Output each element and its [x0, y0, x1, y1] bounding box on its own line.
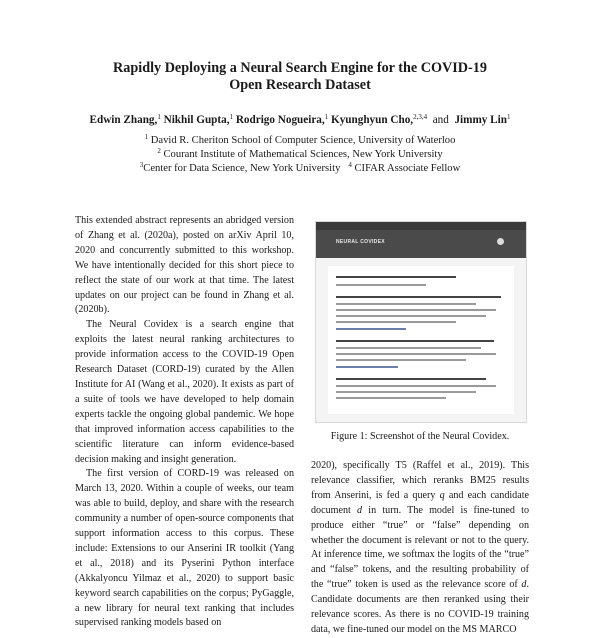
- figure-results-area: [328, 266, 514, 414]
- paragraph-3: The first version of CORD-19 was released on March 13, 2020. Within a couple of weeks, our team was able to build, deploy, and share with the research community a number of open-source components that support information access to this corpus. These include: Extensions to our Anserini IR toolkit (Yang et al., 2018) and its Pyserini Python interface (Akkalyoncu Yilmaz et al., 2020) to support basic keyword search capabilities on the corpus; PyGaggle, a new library for neural text ranking that includes supervised ranking models based on: [75, 468, 294, 629]
- figure-text-line: [336, 284, 426, 286]
- figure-text-line: [336, 321, 456, 323]
- author-sup: 2,3,4: [413, 113, 428, 121]
- left-column: [75, 214, 294, 631]
- author-sup: 1: [324, 113, 329, 121]
- figure-brand-text: NEURAL COVIDEX: [336, 239, 385, 245]
- figure-text-line: [336, 385, 496, 387]
- paragraph-2: The Neural Covidex is a search engine that exploits the latest neural ranking architectures to provide information access to the COVID-19 Open Research Dataset (CORD-19) curated by the Allen Institute for AI (Wang et al., 2020). It exists as part of a suite of tools we have developed to help domain experts tackle the ongoing global pandemic. We hope that improved information access capabilities to the scientific literature can inform evidence-based decision making and insight generation.: [75, 319, 294, 465]
- author-sup: 1: [506, 113, 511, 121]
- github-icon: [497, 238, 504, 245]
- author-name: Rodrigo Nogueira,: [235, 114, 325, 126]
- figure-text-line: [336, 303, 476, 305]
- paper-title: [60, 60, 540, 94]
- figure-text-line: [336, 309, 496, 311]
- figure-text-line: [336, 397, 446, 399]
- affiliation-2: $^2$ Courant Institute of Mathematical Sciences, New York University: [157, 147, 443, 160]
- figure-text-line: [336, 347, 481, 349]
- figure-browser-bar: [316, 222, 526, 230]
- figure-text-line: [336, 391, 476, 393]
- figure-text-line: [336, 315, 486, 317]
- figure-caption: Figure 1: Screenshot of the Neural Covidex.: [330, 431, 510, 442]
- figure-text-line: [336, 328, 406, 330]
- figure-text-line: [336, 296, 501, 298]
- figure-text-line: [336, 359, 466, 361]
- figure-text-line: [336, 340, 494, 342]
- figure-text-line: [336, 276, 456, 278]
- figure-text-line: [336, 353, 496, 355]
- figure-screenshot: [315, 221, 527, 423]
- right-column: [311, 459, 529, 638]
- affiliation-3: $^3$Center for Data Science, New York University $^4$ CIFAR Associate Fellow: [139, 161, 461, 174]
- author-sup: 1: [229, 113, 234, 121]
- author-name: Edwin Zhang,: [89, 114, 158, 126]
- paragraph-right-1: 2020), specifically T5 (Raffel et al., 2019). This relevance classifier, which reranks BM25 results from Anserini, is fed a query q and each candidate document d in turn. The model is fine-tuned to produce either “true” or “false” depending on whether the document is relevant or not to the query. At inference time, we softmax the logits of the “true” and “false” tokens, and the resulting probability of the “true” token is used as the relevance score of d. Candidate documents are then reranked using their relevance scores. As there is no COVID-19 training data, we fine-tuned our model on the MS MARCO: [311, 460, 530, 635]
- title-line-1: Rapidly Deploying a Neural Search Engine for the COVID-19: [113, 60, 487, 76]
- author-name: Nikhil Gupta,: [163, 114, 230, 126]
- figure-text-line: [336, 378, 486, 380]
- author-name: Kyunghyun Cho,: [331, 114, 414, 126]
- affiliation-1: $^1$ David R. Cheriton School of Computer Science, University of Waterloo: [144, 133, 456, 146]
- author-sup: 1: [157, 113, 161, 121]
- author-conjunction: and: [432, 114, 449, 126]
- author-list: [40, 113, 560, 127]
- paragraph-1: This extended abstract represents an abridged version of Zhang et al. (2020a), posted on arXiv April 10, 2020 and concurrently submitted to this workshop. We have intentionally decided for this short piece to reflect the state of our work at that time. The latest updates on our project can be found in Zhang et al. (2020b).: [75, 215, 294, 316]
- figure-text-line: [336, 366, 398, 368]
- title-line-2: Open Research Dataset: [229, 77, 371, 93]
- author-name: Jimmy Lin: [454, 114, 507, 126]
